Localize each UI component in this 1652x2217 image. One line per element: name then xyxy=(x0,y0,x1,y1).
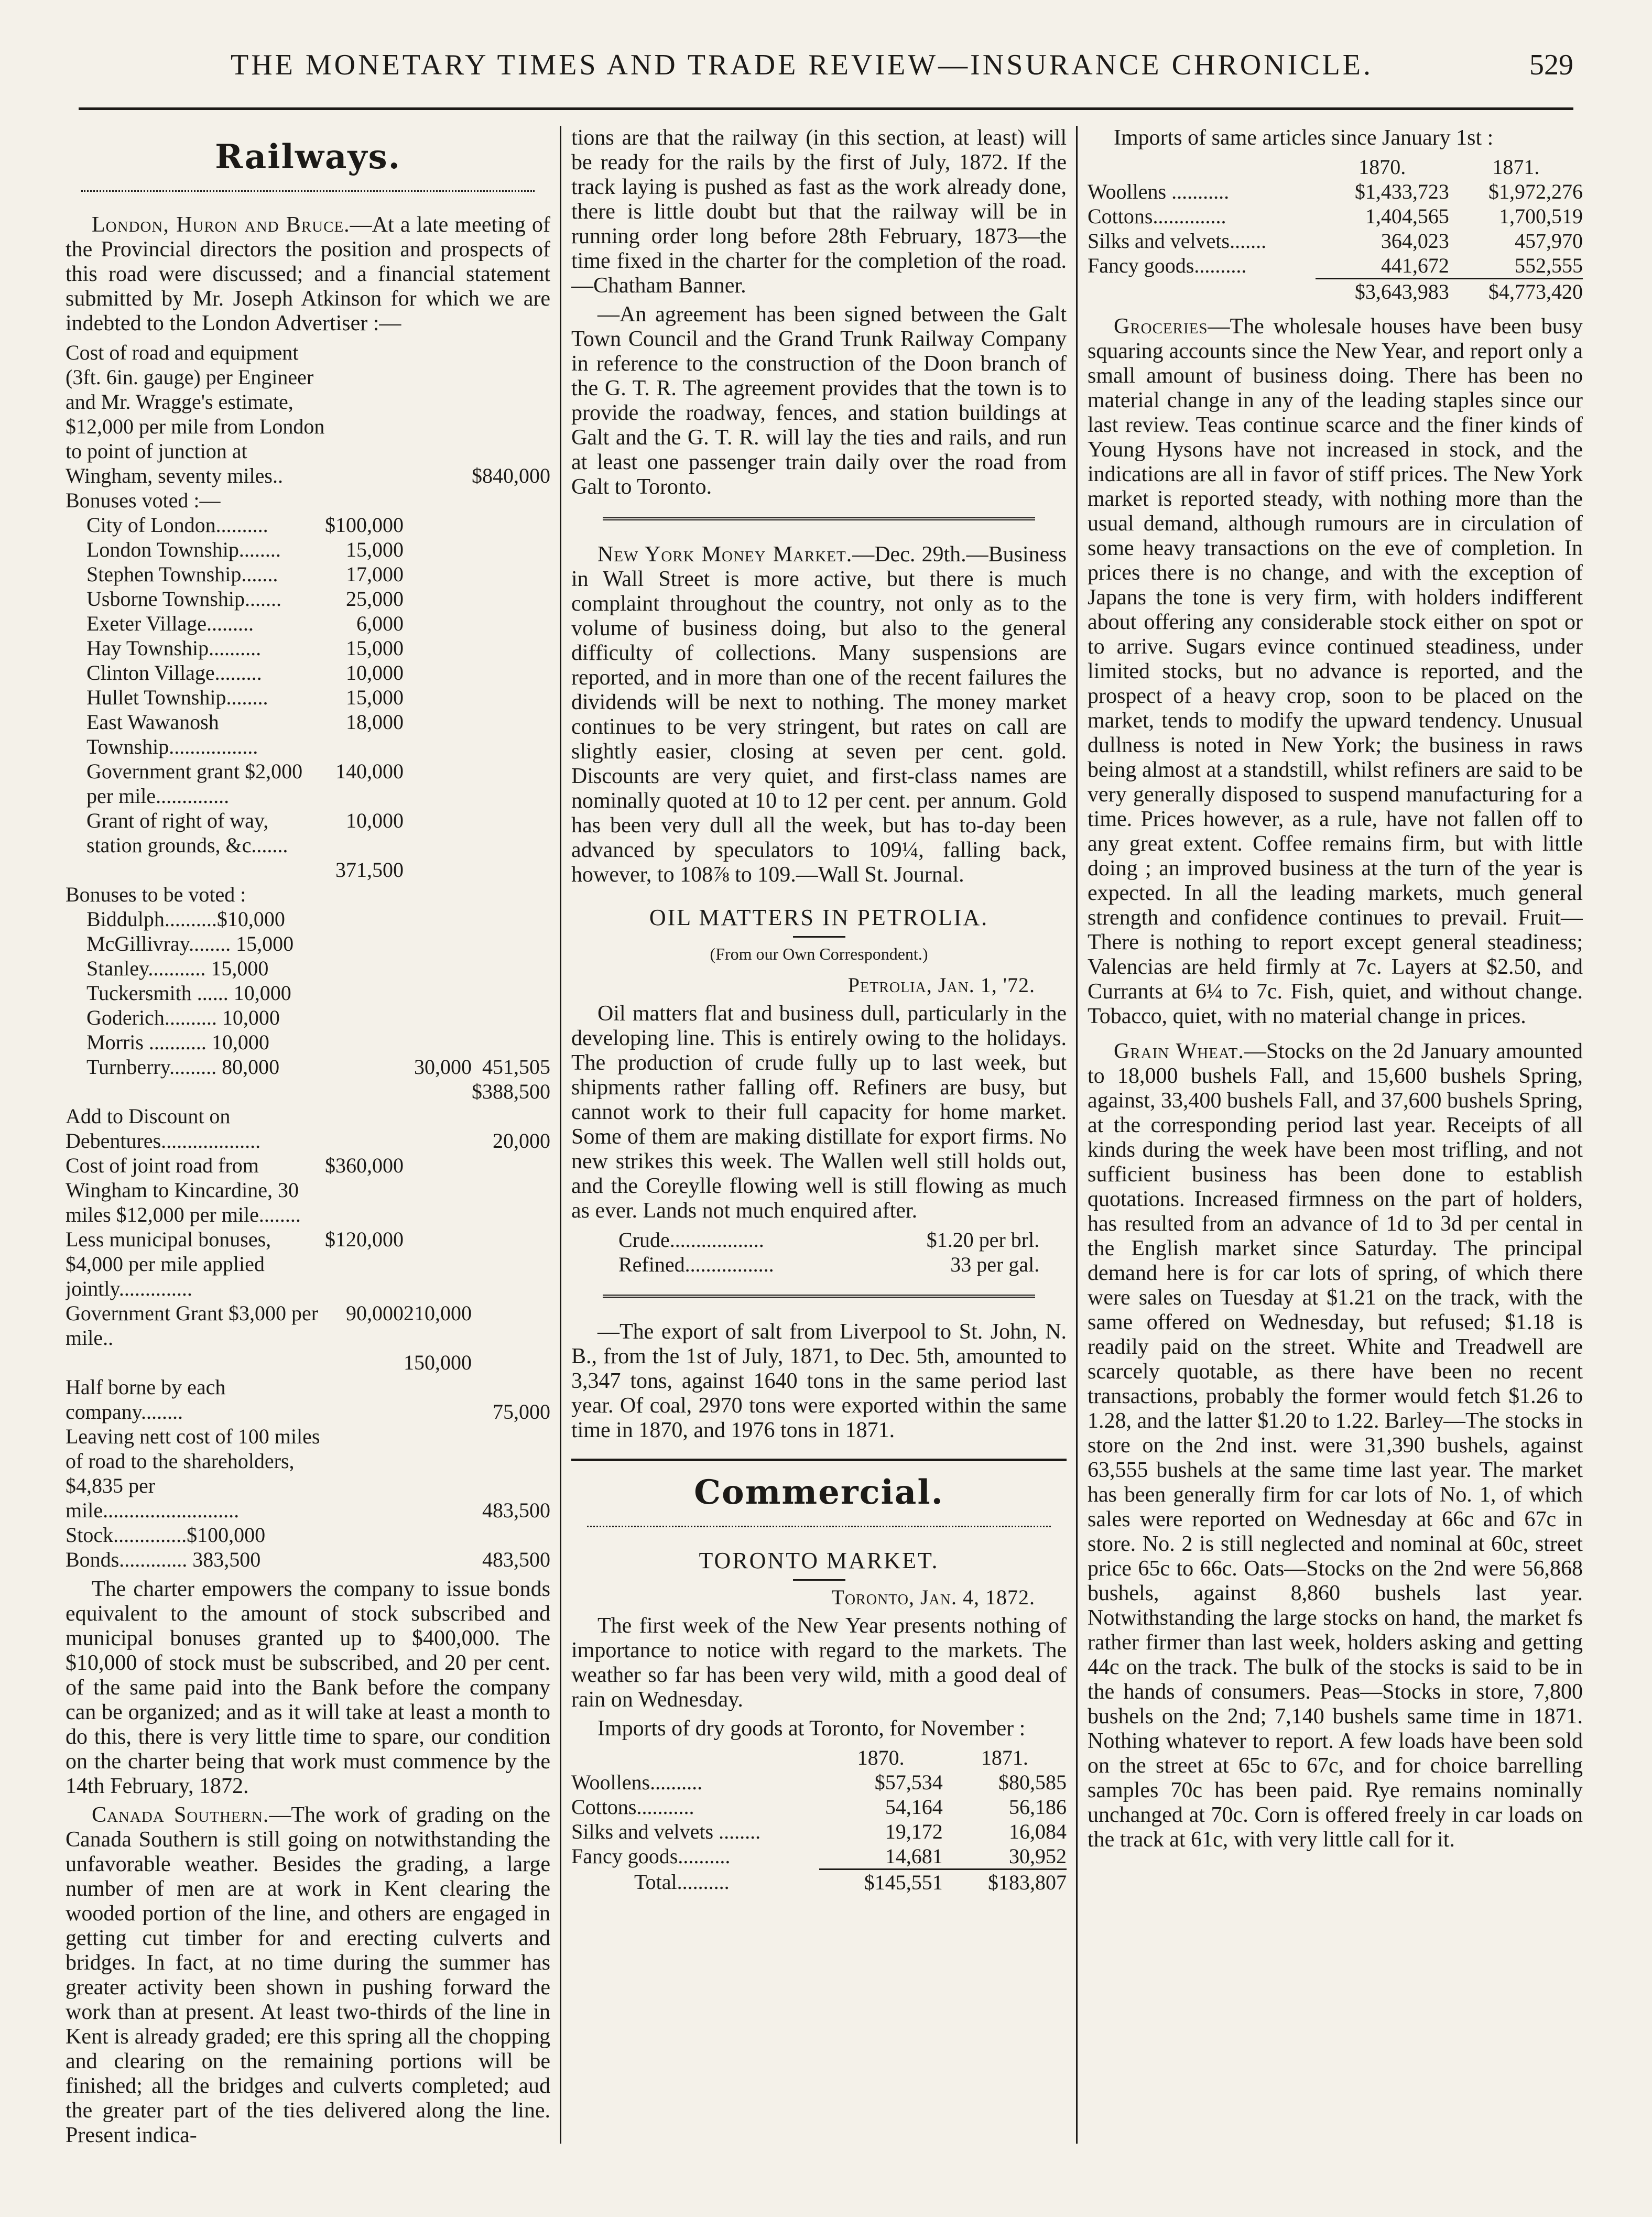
value-1870: 364,023 xyxy=(1381,229,1449,253)
row-amount xyxy=(404,1547,472,1572)
row-amount xyxy=(404,586,472,611)
table-row xyxy=(66,1424,550,1523)
article-charter: The charter empowers the company to issue bonds equivalent to the amount of stock subscribed and municipal bonuses granted up to $400,000. The $10,000 of stock must be subscribed, and 20 per cent. of the same paid into the Bank before the company can be organized; and as it will take at least a month to do this, there is very little time to spare, our condition on the charter being that work must commence by the 14th February, 1872. xyxy=(66,1577,550,1798)
row-amount xyxy=(404,882,472,907)
table-row xyxy=(66,907,550,931)
row-amount xyxy=(325,1375,404,1424)
row-label: East Wawanosh Township................. xyxy=(86,710,258,758)
row-amount: 18,000 xyxy=(346,710,404,734)
article-text: —Stocks on the 2d January amounted to 18,000 bushels Fall, and 15,600 bushels Spring, against, 33,400 bushels Fall, and 37,600 bushels Spring, at the corresponding period last year. Receipts of all kinds during the week have been most trifling, and not sufficient business has been done to establish quotations. Increased firmness on the part of holders, has resulted from an advance of 1d to 3d per cental in the English market since Saturday. The principal demand here is for car lots of spring, of which there were sales on Tuesday at $1.21 on the track, with the same offered on Wednesday, but refused; $1.18 is readily paid on the street. White and Treadwell are scarcely quotable, as there have been no recent transactions, probably the former would fetch $1.26 to 1.28, and the latter $1.20 to 1.22. Barley—The stocks in store on the 2nd inst. were 31,390 bushels, against 63,555 bushels at the same time last year. The market has been generally firm for car lots of No. 1, of which sales were reported on Wednesday at 66c and 67c in store. No. 2 is still neglected and nominal at 60c, street price 65c to 66c. Oats—Stocks on the 2nd were 56,868 bushels, against 8,860 bushels last year. Notwithstanding the large stocks on hand, the market fs rather firmer than last week, holders asking and getting 44c on the track. The bulk of the stocks is said to be in the hands of consumers. Peas—Stocks in store, 7,800 bushels on the 2nd; 7,140 bushels same time in 1871. Nothing whatever to report. A few loads have been sold on the street at 65c to 67c, and for choice barrelling samples 70c has been paid. Rye remains nominally unchanged at 70c. Corn is offered freely in car loads on the track at 61c, with very little call for it. xyxy=(1088,1039,1583,1852)
row-amount xyxy=(404,636,472,660)
row-amount xyxy=(472,1005,550,1030)
table-row xyxy=(66,1227,550,1301)
row-label: Cost of road and equipment (3ft. 6in. gauge) per Engineer and Mr. Wragge's estimate, $12,000 per mile from London to point of junction at Wingham, seventy miles.. xyxy=(66,341,325,487)
total-row xyxy=(1088,279,1583,305)
row-label: Stanley........... 15,000 xyxy=(86,957,269,980)
short-rule xyxy=(793,936,845,938)
row-amount xyxy=(404,513,472,537)
column-3 xyxy=(1088,126,1583,2170)
row-label: Exeter Village......... xyxy=(86,612,254,635)
value-1870: $1,433,723 xyxy=(1354,180,1449,203)
row-amount xyxy=(325,1424,404,1523)
article-toronto-market: The first week of the New Year presents nothing of importance to notice with regard to the markets. The weather so far has been very wild, mith a good deal of rain on Wednesday. xyxy=(571,1614,1067,1712)
value-1871: $80,585 xyxy=(998,1770,1067,1794)
value-1871: 457,970 xyxy=(1515,229,1583,253)
ornamental-rule xyxy=(587,1520,1051,1527)
value-1871: 552,555 xyxy=(1515,254,1583,277)
article-text: —At a late meeting of the Provincial directors the position and prospects of this road were discussed; and a financial statement submitted by Mr. Joseph Atkinson for which we are indebted to the London Advertiser :— xyxy=(66,213,550,335)
row-amount xyxy=(404,1523,472,1547)
table-row xyxy=(66,685,550,710)
row-amount: $100,000 xyxy=(325,513,404,537)
row-label: Tuckersmith ...... 10,000 xyxy=(86,981,291,1005)
row-label: Fancy goods.......... xyxy=(571,1844,731,1868)
row-amount xyxy=(472,981,550,1005)
value-1871: 56,186 xyxy=(1009,1795,1067,1819)
article-ny-money-market xyxy=(571,542,1067,887)
row-amount xyxy=(325,1005,404,1030)
table-row xyxy=(66,1030,550,1055)
article-oil-matters: Oil matters flat and business dull, particularly in the developing line. This is entirely owing to the holidays. The production of crude fully up to last week, but shipments rather falling off. Refiners are busy, but cannot work to their full capacity for home market. Some of them are making distillate for export firms. No new strikes this week. The Wallen well still holds out, and the Coreylle flowing well is still flowing as much as ever. Lands not much enquired after. xyxy=(571,1002,1067,1223)
imports-november-table xyxy=(571,1745,1067,1895)
row-amount xyxy=(404,1005,472,1030)
table-row xyxy=(66,537,550,562)
row-label: Hay Township.......... xyxy=(86,636,262,660)
table-row xyxy=(1088,179,1583,204)
total-label xyxy=(1088,279,1316,305)
oil-prices-table xyxy=(618,1227,1039,1277)
article-lead: Groceries xyxy=(1114,314,1208,339)
row-amount: 30,000 xyxy=(414,1055,472,1079)
table-row xyxy=(66,857,550,882)
row-label: Silks and velvets ........ xyxy=(571,1820,761,1843)
article-separator xyxy=(603,1295,1035,1302)
page-header-title: THE MONETARY TIMES AND TRADE REVIEW—INSURANCE CHRONICLE. xyxy=(231,49,1374,81)
row-label xyxy=(66,1079,325,1104)
row-label: City of London.......... xyxy=(86,513,268,537)
price-label: Crude.................. xyxy=(618,1228,764,1252)
row-label: Stock..............$100,000 xyxy=(66,1523,266,1547)
row-amount xyxy=(325,1350,404,1375)
row-amount xyxy=(472,660,550,685)
row-amount xyxy=(325,981,404,1005)
row-amount xyxy=(472,685,550,710)
table-row xyxy=(66,1350,550,1375)
table-row xyxy=(66,562,550,586)
total-1870: $3,643,983 xyxy=(1316,279,1449,305)
value-1870: 441,672 xyxy=(1381,254,1449,277)
row-label: Stephen Township....... xyxy=(86,562,278,586)
row-amount xyxy=(472,759,550,808)
total-1871: $183,807 xyxy=(943,1870,1067,1895)
row-amount xyxy=(472,1350,550,1375)
row-amount xyxy=(472,636,550,660)
row-label: Woollens.......... xyxy=(571,1770,703,1794)
article-groceries xyxy=(1088,314,1583,1029)
row-amount xyxy=(404,1227,472,1301)
column-header: 1871. xyxy=(981,1746,1028,1769)
column-divider xyxy=(1076,126,1078,2144)
table-row xyxy=(66,660,550,685)
article-galt-agreement: —An agreement has been signed between the Galt Town Council and the Grand Trunk Railway Company in reference to the construction of the Doon branch of the G. T. R. The agreement provides that the town is to provide the roadway, fences, and station buildings at Galt and the G. T. R. will lay the ties and rails, and run at least one passenger train daily over the road from Galt to Toronto. xyxy=(571,302,1067,499)
value-1871: $1,972,276 xyxy=(1488,180,1583,203)
row-amount xyxy=(404,857,472,882)
value-1871: 16,084 xyxy=(1009,1820,1067,1843)
row-amount xyxy=(472,956,550,981)
table-header-row xyxy=(571,1745,1067,1770)
row-label: Bonds............. 383,500 xyxy=(66,1548,261,1571)
row-amount xyxy=(404,1424,472,1523)
row-amount xyxy=(472,1523,550,1547)
article-lead: Canada Southern. xyxy=(92,1803,269,1827)
table-header-row xyxy=(1088,155,1583,179)
column-header xyxy=(571,1745,819,1770)
row-amount xyxy=(404,1104,472,1153)
row-amount xyxy=(404,710,472,759)
page-number: 529 xyxy=(1529,49,1573,81)
row-amount xyxy=(404,611,472,636)
row-amount xyxy=(404,1030,472,1055)
row-amount: $840,000 xyxy=(472,464,550,487)
row-label: McGillivray........ 15,000 xyxy=(86,932,294,955)
table-row xyxy=(66,513,550,537)
row-amount: 10,000 xyxy=(346,809,404,832)
table-row xyxy=(571,1819,1067,1844)
row-label: Fancy goods.......... xyxy=(1088,254,1247,277)
table-row xyxy=(618,1227,1039,1252)
table-row xyxy=(66,340,550,488)
row-amount xyxy=(404,537,472,562)
total-row xyxy=(571,1870,1067,1895)
row-amount: 15,000 xyxy=(346,538,404,561)
row-amount: 210,000 xyxy=(404,1301,472,1325)
row-amount xyxy=(404,931,472,956)
row-amount xyxy=(325,882,404,907)
total-label: Total.......... xyxy=(634,1870,730,1894)
row-amount xyxy=(325,907,404,931)
value-1870: $57,534 xyxy=(874,1770,943,1794)
row-label xyxy=(66,857,325,882)
article-text: —The work of grading on the Canada Southern is still going on notwithstanding the unfavorable weather. Besides the grading, a large number of men are at work in Kent clearing the wooded portion of the line, and others are engaged in getting cut timber for and erecting culverts and bridges. In fact, at no time during the summer has greater activity been shown in pushing forward the work than at present. At least two-thirds of the line in Kent is already graded; ere this spring all the chopping and clearing on the remaining portions will be finished; all the bridges and culverts completed; aud the greater part of the ties delivered along the line. Present indica- xyxy=(66,1803,550,2147)
value-1870: 14,681 xyxy=(885,1844,943,1868)
row-amount xyxy=(325,1055,404,1079)
article-grain xyxy=(1088,1039,1583,1852)
total-1870: $145,551 xyxy=(819,1870,943,1895)
row-label: Bonuses voted :— xyxy=(66,488,221,512)
table-row xyxy=(66,1079,550,1104)
table-row xyxy=(66,1523,550,1547)
value-1871: 1,700,519 xyxy=(1499,204,1583,228)
table-row xyxy=(66,1005,550,1030)
row-amount xyxy=(325,488,404,513)
article-lead: London, Huron and Bruce. xyxy=(92,213,350,237)
article-text: —The wholesale houses have been busy squaring accounts since the New Year, and report only a small amount of business doing. There has been no material change in any of the leading staples since our last review. Teas continue scarce and the finer kinds of Young Hysons have not increased in stock, and the indications are all in favor of stiff prices. The New York market is reported steady, with nothing more than the usual demand, although rumours are in circulation of some heavy transactions on the eve of completion. In prices there is no change, and with the exception of Japans the tone is very firm, with holders indifferent about offering any considerable stock either on spot or to arrive. Sugars evince continued steadiness, under limited stocks, but no advance is reported, and the prospect of a heavy crop, soon to be placed on the market, tends to modify the upward tendency. Unusual dullness is noted in New York; the business in raws being almost at a standstill, whilst refiners are said to be very generally disposed to suspend manufacturing for a time. Prices however, as a rule, have not fallen off to any great extent. Coffee remains firm, but with little doing ; an improved business at the turn of the year is expected. In all the leading markets, much general strength and confidence continues to prevail. Fruit—There is nothing to report except general steadiness; Valencias are held firmly at 7c. Layers at $2.50, and Currants at 6¼ to 7c. Fish, quiet, and without change. Tobacco, quiet, with no material change in prices. xyxy=(1088,314,1583,1028)
row-label: Cottons.............. xyxy=(1088,204,1226,228)
row-amount xyxy=(404,685,472,710)
row-label: Less municipal bonuses, $4,000 per mile applied jointly.............. xyxy=(66,1227,271,1300)
table-row xyxy=(66,808,550,857)
table-row xyxy=(66,956,550,981)
row-amount xyxy=(472,488,550,513)
row-amount xyxy=(472,611,550,636)
section-title-railways: Railways. xyxy=(215,137,401,177)
value-1870: 19,172 xyxy=(885,1820,943,1843)
table-row xyxy=(66,1153,550,1227)
row-amount xyxy=(404,340,472,488)
table-row xyxy=(66,931,550,956)
row-amount xyxy=(404,660,472,685)
row-amount: 75,000 xyxy=(493,1400,550,1423)
row-amount: 6,000 xyxy=(356,612,404,635)
row-label: Turnberry......... 80,000 xyxy=(86,1055,280,1079)
row-amount xyxy=(472,710,550,759)
row-amount: $360,000 xyxy=(325,1154,404,1177)
column-header xyxy=(1088,155,1316,179)
article-canada-southern xyxy=(66,1803,550,2148)
table-row xyxy=(66,981,550,1005)
value-1871: 30,952 xyxy=(1009,1844,1067,1868)
row-label: London Township........ xyxy=(86,538,281,561)
row-amount xyxy=(472,1030,550,1055)
row-label: Add to Discount on Debentures................... xyxy=(66,1104,261,1153)
article-lead: Grain Wheat. xyxy=(1114,1039,1244,1063)
row-label: Half borne by each company........ xyxy=(66,1375,226,1423)
row-label: Usborne Township....... xyxy=(86,587,282,611)
table-row xyxy=(66,759,550,808)
header-rule xyxy=(79,107,1573,110)
row-amount xyxy=(404,907,472,931)
article-lead: New York Money Market. xyxy=(597,542,853,567)
value-1870: 54,164 xyxy=(885,1795,943,1819)
row-amount xyxy=(404,1079,472,1104)
row-amount: $120,000 xyxy=(325,1227,404,1251)
row-amount xyxy=(472,562,550,586)
row-label: Government Grant $3,000 per mile.. xyxy=(66,1301,319,1350)
row-amount xyxy=(472,1301,550,1350)
row-label: Morris ........... 10,000 xyxy=(86,1030,269,1054)
row-amount xyxy=(472,857,550,882)
table-row xyxy=(1088,253,1583,279)
row-label: Hullet Township........ xyxy=(86,686,268,709)
row-amount xyxy=(325,1547,404,1572)
row-amount xyxy=(472,537,550,562)
row-amount xyxy=(404,956,472,981)
row-label: Biddulph..........$10,000 xyxy=(86,907,285,931)
article-separator xyxy=(603,517,1035,525)
dateline-petrolia: Petrolia, Jan. 1, '72. xyxy=(847,973,1035,997)
table-row xyxy=(66,488,550,513)
table-row xyxy=(66,1375,550,1424)
table-row xyxy=(618,1252,1039,1277)
row-label: Cottons........... xyxy=(571,1795,694,1819)
row-amount xyxy=(472,1227,550,1301)
row-amount xyxy=(404,1375,472,1424)
table-row xyxy=(66,636,550,660)
row-amount: 451,505 xyxy=(482,1055,550,1079)
subheading-correspondent: (From our Own Correspondent.) xyxy=(710,944,928,963)
row-amount: 483,500 xyxy=(482,1498,550,1522)
row-amount xyxy=(325,931,404,956)
table-row xyxy=(571,1770,1067,1795)
row-amount xyxy=(325,956,404,981)
article-continuation: tions are that the railway (in this section, at least) will be ready for the rails by the first of July, 1872. If the track laying is pushed as fast as the work already done, there is little doubt but that the railway will be in running order long before 28th February, 1873—the time fixed in the charter for the completion of the road.—Chatham Banner. xyxy=(571,126,1067,298)
column-divider xyxy=(560,126,561,2144)
table-row xyxy=(66,611,550,636)
row-amount xyxy=(472,931,550,956)
row-amount xyxy=(404,562,472,586)
row-amount: $388,500 xyxy=(472,1080,550,1103)
row-label: Clinton Village......... xyxy=(86,661,262,684)
table-row xyxy=(1088,229,1583,253)
table-row xyxy=(571,1844,1067,1870)
row-label: Bonuses to be voted : xyxy=(66,883,246,906)
column-header: 1870. xyxy=(857,1746,905,1769)
row-amount xyxy=(325,1079,404,1104)
table-row xyxy=(66,1301,550,1350)
heading-toronto-market: TORONTO MARKET. xyxy=(699,1548,939,1573)
total-1871: $4,773,420 xyxy=(1449,279,1583,305)
value-1870: 1,404,565 xyxy=(1365,204,1449,228)
price-value: 33 per gal. xyxy=(950,1253,1040,1276)
row-amount: 140,000 xyxy=(335,759,404,783)
table-row xyxy=(66,710,550,759)
price-value: $1.20 per brl. xyxy=(926,1228,1040,1252)
section-rule xyxy=(571,1459,1067,1461)
row-amount xyxy=(472,513,550,537)
row-label: Woollens ........... xyxy=(1088,180,1230,203)
row-amount xyxy=(404,488,472,513)
financial-statement-table xyxy=(66,340,550,1572)
row-amount xyxy=(325,1104,404,1153)
heading-oil-matters: OIL MATTERS IN PETROLIA. xyxy=(649,905,989,930)
row-amount xyxy=(472,808,550,857)
table-row xyxy=(66,1104,550,1153)
row-label: Grant of right of way, station grounds, &c....... xyxy=(86,809,288,857)
row-amount: 483,500 xyxy=(482,1548,550,1571)
table-row xyxy=(1088,204,1583,229)
ornamental-rule xyxy=(81,185,535,192)
table-row xyxy=(66,1055,550,1079)
table-row xyxy=(571,1795,1067,1819)
row-label: Government grant $2,000 per mile.............. xyxy=(86,759,303,808)
column-header: 1871. xyxy=(1492,155,1540,179)
row-amount xyxy=(472,882,550,907)
row-amount xyxy=(325,340,404,488)
row-amount xyxy=(404,1153,472,1227)
row-label: Silks and velvets....... xyxy=(1088,229,1267,253)
table-row xyxy=(66,586,550,611)
column-1 xyxy=(66,126,550,2170)
row-amount: 15,000 xyxy=(346,636,404,660)
column-2 xyxy=(571,126,1067,2170)
row-amount xyxy=(472,907,550,931)
row-label xyxy=(66,1350,325,1375)
row-label: Leaving nett cost of 100 miles of road to the shareholders, $4,835 per mile.......................... xyxy=(66,1425,320,1522)
row-label: Goderich.......... 10,000 xyxy=(86,1006,280,1029)
row-label: Cost of joint road from Wingham to Kincardine, 30 miles $12,000 per mile........ xyxy=(66,1154,301,1226)
row-amount: 20,000 xyxy=(493,1129,550,1153)
article-salt-export: —The export of salt from Liverpool to St. John, N. B., from the 1st of July, 1871, to Dec. 5th, amounted to 3,347 tons, against 1640 tons in the same period last year. Of coal, 2970 tons were exported within the same time in 1870, and 1976 tons in 1871. xyxy=(571,1320,1067,1442)
imports-intro: Imports of same articles since January 1st : xyxy=(1114,126,1494,150)
row-amount xyxy=(404,981,472,1005)
row-amount: 10,000 xyxy=(346,661,404,684)
row-amount xyxy=(404,808,472,857)
row-amount xyxy=(404,759,472,808)
row-amount: 25,000 xyxy=(346,587,404,611)
row-amount: 90,000 xyxy=(346,1301,404,1325)
row-amount: 371,500 xyxy=(335,858,404,882)
row-amount xyxy=(325,1523,404,1547)
table-row xyxy=(66,882,550,907)
dateline-toronto: Toronto, Jan. 4, 1872. xyxy=(831,1585,1035,1609)
imports-intro: Imports of dry goods at Toronto, for November : xyxy=(597,1716,1026,1741)
row-amount xyxy=(472,586,550,611)
section-title-commercial: Commercial. xyxy=(694,1473,944,1512)
article-london-huron-bruce xyxy=(66,213,550,336)
column-header: 1870. xyxy=(1358,155,1406,179)
article-text: —Dec. 29th.—Business in Wall Street is more active, but there is much complaint throughout the country, not only as to the volume of business doing, but also to the general difficulty of collections. Many suspensions are reported, and in more than one of the recent failures the dividends will be next to nothing. The money market continues to be very stringent, but rates on call are slightly easier, closing at seven per cent. gold. Discounts are very quiet, and first-class names are nominally quoted at 10 to 12 per cent. per annum. Gold has been very dull all the week, but has to-day been advanced by speculators to 109¼, falling back, however, to 108⅞ to 109.—Wall St. Journal. xyxy=(571,542,1067,887)
row-amount: 150,000 xyxy=(404,1351,472,1374)
row-amount xyxy=(472,1153,550,1227)
row-amount: 17,000 xyxy=(346,562,404,586)
row-amount xyxy=(325,1030,404,1055)
table-row xyxy=(66,1547,550,1572)
row-amount: 15,000 xyxy=(346,686,404,709)
price-label: Refined................. xyxy=(618,1253,774,1276)
short-rule xyxy=(793,1579,845,1581)
imports-year-table xyxy=(1088,155,1583,304)
